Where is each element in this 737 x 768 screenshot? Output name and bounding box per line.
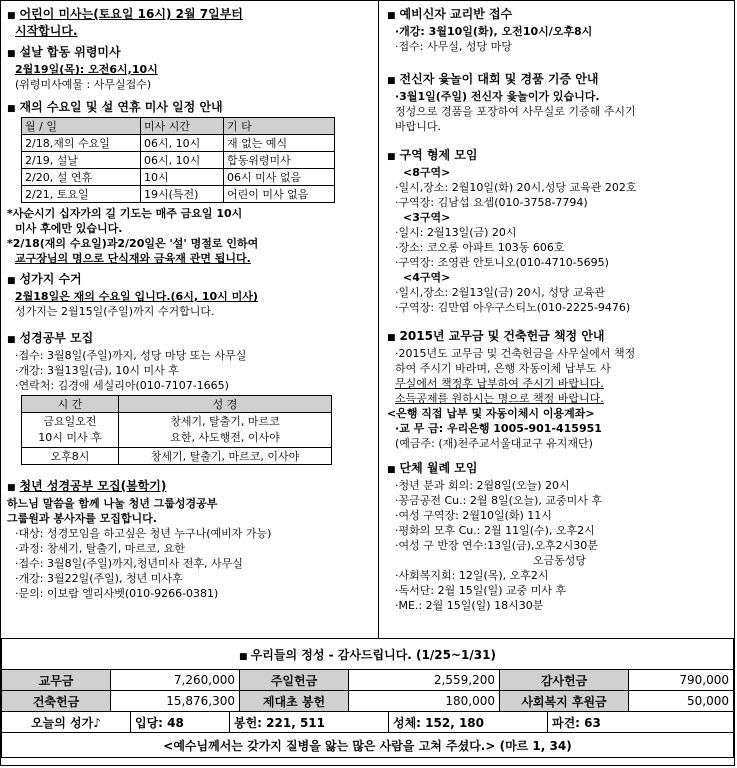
section-title: 구역 형제 모임 <box>399 148 478 162</box>
district-label: <8구역> <box>403 166 451 179</box>
fasting-note: 교구장님의 명으로 단식재와 금육재 관면 됩니다. <box>15 252 251 265</box>
table-row <box>22 186 335 203</box>
memorial-mass-time: 2월19일(목): 오전6시,10시 <box>15 63 158 76</box>
bullet-icon: ■ <box>7 276 16 286</box>
bullet-icon: ■ <box>387 76 396 86</box>
bullet-icon: ■ <box>7 483 16 493</box>
section-title: 청년 성경공부 모집(봄학기) <box>19 479 167 493</box>
memorial-mass-section <box>7 45 371 92</box>
offering-label: 주일헌금 <box>240 670 349 691</box>
book-text: 요한, 사도행전, 이사야 <box>170 431 280 444</box>
table-header-row <box>22 396 332 413</box>
table-row <box>22 169 335 186</box>
table-header-row <box>22 118 335 135</box>
gospel-verse: <예수님께서는 갖가지 질병을 앓는 많은 사람을 고쳐 주셨다.> (마르 1, 34) <box>2 733 734 758</box>
table-cell: 오후8시 <box>22 448 119 465</box>
table-cell: 10시 <box>141 169 224 186</box>
youth-line: ·개강: 3월22일(주일), 청년 미사후 <box>15 572 183 585</box>
district-line: ·구역장: 김남섭 요셉(010-3758-7794) <box>395 196 588 209</box>
district-line: ·일시,장소: 2월10일(화) 20시,성당 교육관 202호 <box>395 181 637 194</box>
offering-title-row <box>2 639 734 670</box>
hymn-label: 오늘의 성가♪ <box>2 712 131 733</box>
table-header: 월 / 일 <box>22 118 141 135</box>
table-cell: 2/18,재의 수요일 <box>22 135 141 152</box>
offering-label: 교무금 <box>2 670 111 691</box>
bible-study-line: ·개강: 3월13일(금), 10시 미사 후 <box>15 364 179 377</box>
table-row <box>22 152 335 169</box>
yut-line: 바랍니다. <box>395 120 442 133</box>
table-cell: 2/20, 설 연휴 <box>22 169 141 186</box>
fasting-note: *2/18(재의 수요일)과2/20일은 '설' 명절로 인하여 <box>7 237 259 250</box>
offering-area <box>1 638 736 758</box>
yut-line: 정성으로 경품을 포장하여 사무실로 기증해 주시기 <box>395 105 636 118</box>
bullet-icon: ■ <box>387 333 396 343</box>
verse-row <box>2 733 734 758</box>
left-column <box>7 7 371 607</box>
offering-value: 50,000 <box>629 691 734 712</box>
bank-account-title: <은행 직접 납부 및 자동이체시 이용계좌> <box>387 407 595 420</box>
youth-bible-study-section <box>7 479 371 601</box>
table-cell <box>119 413 332 448</box>
hymn-item: 입당: 48 <box>131 712 230 733</box>
list-item: ·여성 구 반장 연수:13일(금),오후2시30분 <box>395 539 598 552</box>
bible-study-section <box>7 331 371 465</box>
catechumen-line: ·개강: 3월10일(화), 오전10시/오후8시 <box>395 25 593 38</box>
right-column <box>387 7 732 619</box>
section-title: 성경공부 모집 <box>19 331 94 345</box>
district-label: <4구역> <box>403 271 451 284</box>
stations-note: 미사 후에만 있습니다. <box>15 222 123 235</box>
district-line: ·장소: 코오롱 아파트 103동 606호 <box>395 241 565 254</box>
list-item: ·꽁금공전 Cu.: 2월 8일(오늘), 교중미사 후 <box>395 494 603 507</box>
table-cell: 2/19, 설날 <box>22 152 141 169</box>
offering-label: 감사헌금 <box>500 670 629 691</box>
table-header: 기 타 <box>224 118 335 135</box>
table-cell: 2/21, 토요일 <box>22 186 141 203</box>
youth-intro: 그룹원과 봉사자를 모집합니다. <box>7 512 157 525</box>
palm-collection-line: 성가지는 2월15일(주일)까지 수거합니다. <box>15 305 215 318</box>
palm-collection-section <box>7 272 371 319</box>
bullet-icon: ■ <box>387 152 396 162</box>
table-cell: 창세기, 탈출기, 마르코, 이사야 <box>119 448 332 465</box>
table-cell: 06시, 10시 <box>141 135 224 152</box>
youth-line: ·과정: 창세기, 탈출기, 마르코, 요한 <box>15 542 185 555</box>
table-cell: 19시(특전) <box>141 186 224 203</box>
notice-line: 어린이 미사는(토요일 16시) 2월 7일부터 <box>19 7 243 21</box>
table-header: 시 간 <box>22 396 119 413</box>
offering-row <box>2 670 734 691</box>
offering-value: 2,559,200 <box>349 670 500 691</box>
table-row <box>22 413 332 448</box>
bible-study-line: ·연락처: 김경애 세실리아(010-7107-1665) <box>15 379 229 392</box>
offering-value: 7,260,000 <box>111 670 240 691</box>
offering-value: 790,000 <box>629 670 734 691</box>
table-row <box>22 448 332 465</box>
section-title: 재의 수요일 및 설 연휴 미사 일정 안내 <box>19 100 223 114</box>
district-label: <3구역> <box>403 211 451 224</box>
list-item: ·ME.: 2월 15일(일) 18시30분 <box>395 599 544 612</box>
list-item: ·평화의 모후 Cu.: 2월 11일(수), 오후2시 <box>395 524 595 537</box>
ash-wednesday-schedule <box>7 100 371 266</box>
bible-study-table <box>21 395 332 465</box>
stations-note: *사순시기 십자가의 길 기도는 매주 금요일 10시 <box>7 207 243 220</box>
memorial-mass-note: (위령미사예물 : 사무실접수) <box>15 78 152 91</box>
table-row <box>22 135 335 152</box>
section-title: 전신자 윷놀이 대회 및 경품 기증 안내 <box>399 72 599 86</box>
district-meeting-section <box>387 148 732 315</box>
district-line: ·일시: 2월13일(금) 20시 <box>395 226 517 239</box>
yut-line: ·3월1일(주일) 전신자 윷놀이가 있습니다. <box>395 90 600 103</box>
bank-account-line: ·교 무 금: 우리은행 1005-901-415951 <box>395 422 602 435</box>
table-cell: 합동위령미사 <box>224 152 335 169</box>
hymn-item: 파견: 63 <box>548 712 734 733</box>
notice-line: 시작합니다. <box>15 24 78 38</box>
offering-table <box>1 638 734 712</box>
palm-collection-line: 2월18일은 재의 수요일 입니다.(6시, 10시 미사) <box>15 290 258 303</box>
children-mass-notice <box>7 7 371 39</box>
table-cell: 06시, 10시 <box>141 152 224 169</box>
section-title: 성가지 수거 <box>19 272 82 286</box>
youth-line: ·대상: 성경모임을 하고싶은 청년 누구나(예비자 가능) <box>15 527 272 540</box>
list-item: ·독서단: 2월 15일(일) 교중 미사 후 <box>395 584 567 597</box>
group-meetings-section <box>387 461 732 613</box>
table-header: 성 경 <box>119 396 332 413</box>
yut-game-section <box>387 72 732 134</box>
offering-label: 건축헌금 <box>2 691 111 712</box>
section-title: 예비신자 교리반 접수 <box>399 7 513 21</box>
tithe-line: 하여 주시기 바라며, 은행 자동이체 납부도 사 <box>395 362 611 375</box>
list-item: ·여성 구역장: 2월10일(화) 11시 <box>395 509 552 522</box>
offering-title-cell <box>2 639 734 670</box>
catechumen-line: ·접수: 사무실, 성당 마당 <box>395 40 512 53</box>
book-text: 창세기, 탈출기, 마르코 <box>170 415 280 428</box>
offering-label: 사회복지 후원금 <box>500 691 629 712</box>
offering-row <box>2 691 734 712</box>
section-title: 단체 월례 모임 <box>399 461 478 475</box>
offering-value: 15,876,300 <box>111 691 240 712</box>
table-cell: 어린이 미사 없음 <box>224 186 335 203</box>
bullet-icon: ■ <box>387 465 396 475</box>
mass-schedule-table <box>21 117 335 203</box>
hymn-item: 성체: 152, 180 <box>389 712 548 733</box>
section-title: 설날 합동 위령미사 <box>19 45 121 59</box>
bullet-icon: ■ <box>387 11 396 21</box>
youth-line: ·접수: 3월8일(주일)까지,청년미사 전후, 사무실 <box>15 557 243 570</box>
bible-study-line: ·접수: 3월8일(주일)까지, 성당 마당 또는 사무실 <box>15 349 247 362</box>
youth-line: ·문의: 이보람 엘리사벳(010-9266-0381) <box>15 587 219 600</box>
district-line: ·구역장: 조영관 안토니오(010-4710-5695) <box>395 256 609 269</box>
offering-title: 우리들의 정성 - 감사드립니다. (1/25~1/31) <box>250 647 496 662</box>
bullet-icon: ■ <box>7 335 16 345</box>
tithe-section <box>387 329 732 451</box>
catechumen-section <box>387 7 732 54</box>
tithe-line: 소득공제를 원하시는 명으로 책정 바랍니다. <box>395 392 604 405</box>
column-divider <box>378 1 379 638</box>
hymn-table <box>1 712 734 758</box>
table-header: 미사 시간 <box>141 118 224 135</box>
offering-value: 180,000 <box>349 691 500 712</box>
table-cell: 재 없는 예식 <box>224 135 335 152</box>
hymn-row <box>2 712 734 733</box>
bank-account-owner: (예금주: (재)천주교서울대교구 유지재단) <box>395 437 593 450</box>
youth-intro: 하느님 말씀을 함께 나눌 청년 그룹성경공부 <box>7 497 218 510</box>
time-text: 10시 미사 후 <box>38 431 102 444</box>
section-title: 2015년 교무금 및 건축헌금 책정 안내 <box>399 329 605 343</box>
district-line: ·일시,장소: 2월13일(금) 20시, 성당 교육관 <box>395 286 605 299</box>
table-cell <box>22 413 119 448</box>
table-cell: 06시 미사 없음 <box>224 169 335 186</box>
tithe-line: ·2015년도 교무금 및 건축헌금을 사무실에서 책정 <box>395 347 636 360</box>
hymn-item: 봉헌: 221, 511 <box>230 712 389 733</box>
offering-label: 제대초 봉헌 <box>240 691 349 712</box>
bullet-icon: ■ <box>239 651 251 662</box>
time-text: 금요일오전 <box>43 415 97 428</box>
tithe-line: 무실에서 책정후 납부하여 주시기 바랍니다. <box>395 377 604 390</box>
list-item: ·청년 분과 회의: 2월8일(오늘) 20시 <box>395 479 570 492</box>
list-item: ·사회복지회: 12일(목), 오후2시 <box>395 569 549 582</box>
list-item: 오금동성당 <box>532 554 587 567</box>
bullet-icon: ■ <box>7 104 16 114</box>
district-line: ·구역장: 김만엽 아우구스티노(010-2225-9476) <box>395 301 631 314</box>
bullet-icon: ■ <box>7 11 16 21</box>
bullet-icon: ■ <box>7 49 16 59</box>
